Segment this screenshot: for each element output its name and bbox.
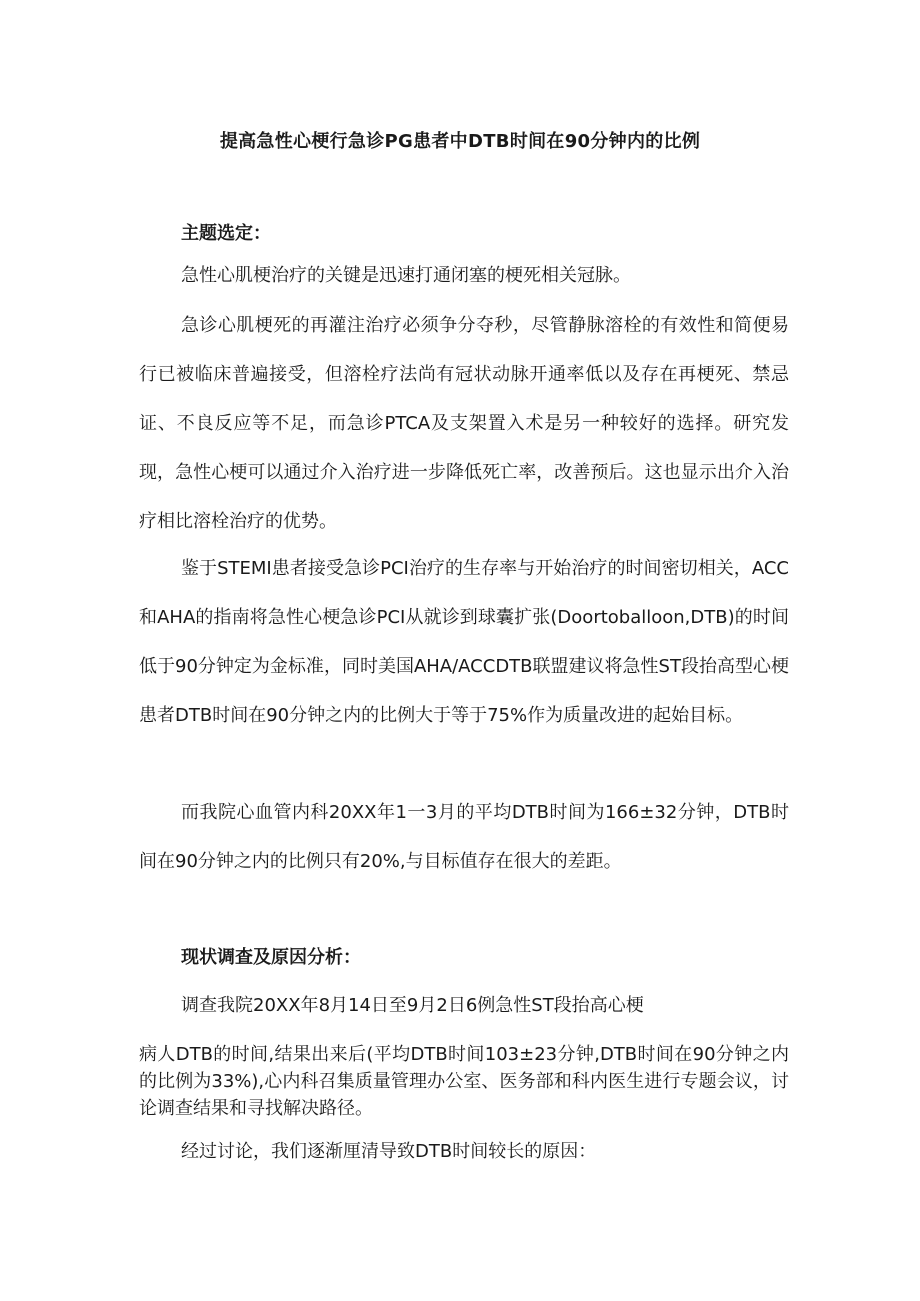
paragraph: 急性心肌梗治疗的关键是迅速打通闭塞的梗死相关冠脉。 xyxy=(181,265,631,286)
section-heading-analysis: 现状调查及原因分析： xyxy=(181,947,361,968)
paragraph: 经过讨论，我们逐渐厘清导致DTB时间较长的原因： xyxy=(181,1141,597,1162)
paragraph: 调查我院20XX年8月14日至9月2日6例急性ST段抬高心梗 xyxy=(181,995,644,1016)
paragraph: 急诊心肌梗死的再灌注治疗必须争分夺秒，尽管静脉溶栓的有效性和简便易行已被临床普遍接受，但溶栓疗法尚有冠状动脉开通率低以及存在再梗死、禁忌证、不良反应等不足，而急诊PTCA及支架置入术是另一种较好的选择。研究发现，急性心梗可以通过介入治疗进一步降低死亡率，改善预后。这也显示出介入治疗相比溶栓治疗的优势。 xyxy=(139,315,789,532)
paragraph: 鉴于STEMI患者接受急诊PCI治疗的生存率与开始治疗的时间密切相关，ACC和AHA的指南将急性心梗急诊PCI从就诊到球囊扩张(Doortoballoon,DTB)的时间低于90分钟定为金标准，同时美国AHA/ACCDTB联盟建议将急性ST段抬高型心梗患者DTB时间在90分钟之内的比例大于等于75%作为质量改进的起始目标。 xyxy=(139,558,789,726)
document-title: 提高急性心梗行急诊PG患者中DTB时间在90分钟内的比例 xyxy=(219,131,701,152)
paragraph: 而我院心血管内科20XX年1一3月的平均DTB时间为166±32分钟，DTB时间在90分钟之内的比例只有20%,与目标值存在很大的差距。 xyxy=(139,802,789,872)
section-heading-topic: 主题选定： xyxy=(181,223,271,244)
paragraph: 病人DTB的时间,结果出来后(平均DTB时间103±23分钟,DTB时间在90分钟之内的比例为33%),心内科召集质量管理办公室、医务部和科内医生进行专题会议，讨论调查结果和寻找解决路径。 xyxy=(139,1044,789,1119)
